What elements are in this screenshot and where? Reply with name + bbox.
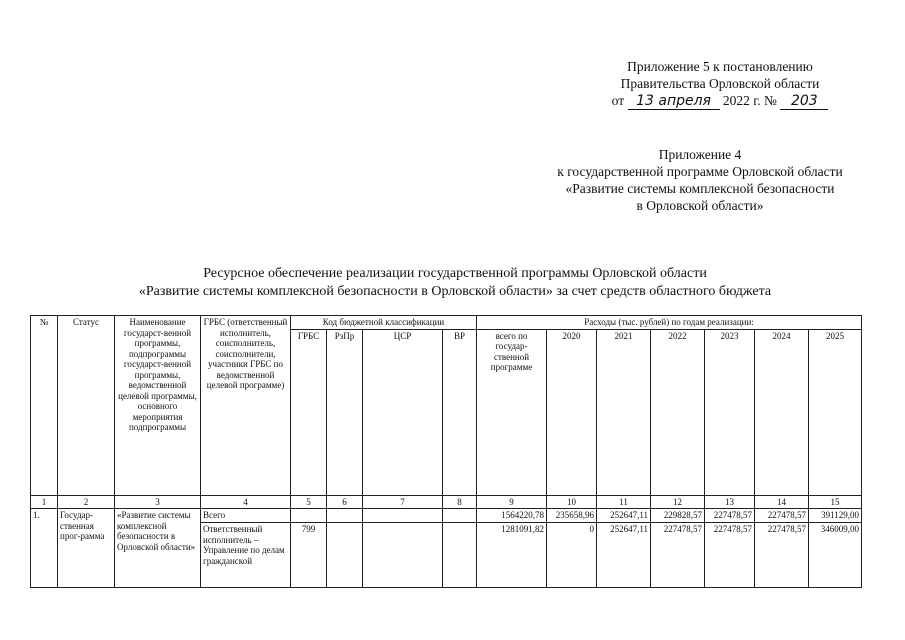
annex4-line3: «Развитие системы комплексной безопасности	[565, 181, 835, 196]
row-year-value: 252647,11	[597, 523, 651, 588]
row-year-value: 227478,57	[755, 509, 809, 523]
header-code-rzpr: РзПр	[327, 329, 363, 495]
header-year: 2022	[651, 329, 705, 495]
column-number: 14	[755, 495, 809, 509]
header-year: 2020	[547, 329, 597, 495]
header-name: Наименование государст-венной программы, подпрограммы государст-венной программы, ведомственной целевой программы, основного мероприятия подпрограммы	[115, 316, 201, 496]
row-grbs-total: Всего	[201, 509, 291, 523]
header-status: Статус	[58, 316, 115, 496]
row-year-value: 227478,57	[705, 509, 755, 523]
document-title	[90, 265, 820, 301]
column-number: 10	[547, 495, 597, 509]
header-grbs: ГРБС (ответственный исполнитель, соисполнитель, соисполнители, участники ГРБС по ведомственной целевой программе)	[201, 316, 291, 496]
header-code-grbs: ГРБС	[291, 329, 327, 495]
row-year-value: 235658,96	[547, 509, 597, 523]
column-number: 12	[651, 495, 705, 509]
annex5-header	[600, 58, 840, 110]
row-name: «Развитие системы комплексной безопасности в Орловской области»	[115, 509, 201, 588]
header-budget-code: Код бюджетной классификации	[291, 316, 477, 330]
header-no: №	[31, 316, 58, 496]
header-code-csr: ЦСР	[363, 329, 443, 495]
column-number: 9	[477, 495, 547, 509]
annex4-header	[530, 146, 870, 214]
column-number: 8	[443, 495, 477, 509]
column-number: 1	[31, 495, 58, 509]
row-year-value: 229828,57	[651, 509, 705, 523]
column-number: 11	[597, 495, 651, 509]
row-year-value: 0	[547, 523, 597, 588]
header-expenses: Расходы (тыс. рублей) по годам реализации:	[477, 316, 862, 330]
column-number: 13	[705, 495, 755, 509]
row-year-value: 252647,11	[597, 509, 651, 523]
header-year: 2024	[755, 329, 809, 495]
row-grbs-responsible: Ответственный исполнитель – Управление по делам гражданской	[201, 523, 291, 588]
header-total: всего по государ-ственной программе	[477, 329, 547, 495]
row-total-value: 1281091,82	[477, 523, 547, 588]
table-row	[31, 509, 862, 523]
column-number: 4	[201, 495, 291, 509]
annex4-line4: в Орловской области»	[636, 198, 764, 213]
column-number: 2	[58, 495, 115, 509]
row-year-value: 227478,57	[755, 523, 809, 588]
row-code-grbs: 799	[291, 523, 327, 588]
annex4-line2: к государственной программе Орловской области	[557, 164, 843, 179]
header-year: 2021	[597, 329, 651, 495]
column-number: 3	[115, 495, 201, 509]
row-year-value: 391129,00	[809, 509, 862, 523]
row-no: 1.	[31, 509, 58, 588]
row-total-value: 1564220,78	[477, 509, 547, 523]
title-line1: Ресурсное обеспечение реализации государственной программы Орловской области	[203, 266, 707, 281]
annex5-number-handwritten: 203	[780, 94, 828, 110]
column-number: 6	[327, 495, 363, 509]
annex5-from-label: от	[611, 93, 625, 108]
annex4-line1: Приложение 4	[658, 147, 742, 162]
column-number: 7	[363, 495, 443, 509]
annex5-date-line	[600, 92, 840, 110]
annex5-date-handwritten: 13 апреля	[628, 94, 720, 110]
annex5-year-label: 2022 г. №	[722, 93, 777, 108]
title-line2: «Развитие системы комплексной безопасности в Орловской области» за счет средств областного бюджета	[138, 284, 772, 299]
column-number: 15	[809, 495, 862, 509]
row-year-value: 227478,57	[705, 523, 755, 588]
column-number-row	[31, 495, 862, 509]
row-status: Государ-ственная прог-рамма	[58, 509, 115, 588]
header-year: 2025	[809, 329, 862, 495]
header-year: 2023	[705, 329, 755, 495]
column-number: 5	[291, 495, 327, 509]
header-code-vr: ВР	[443, 329, 477, 495]
row-year-value: 346009,00	[809, 523, 862, 588]
annex5-line2: Правительства Орловской области	[620, 76, 820, 91]
row-year-value: 227478,57	[651, 523, 705, 588]
resource-table	[30, 315, 862, 588]
annex5-line1: Приложение 5 к постановлению	[627, 59, 813, 74]
